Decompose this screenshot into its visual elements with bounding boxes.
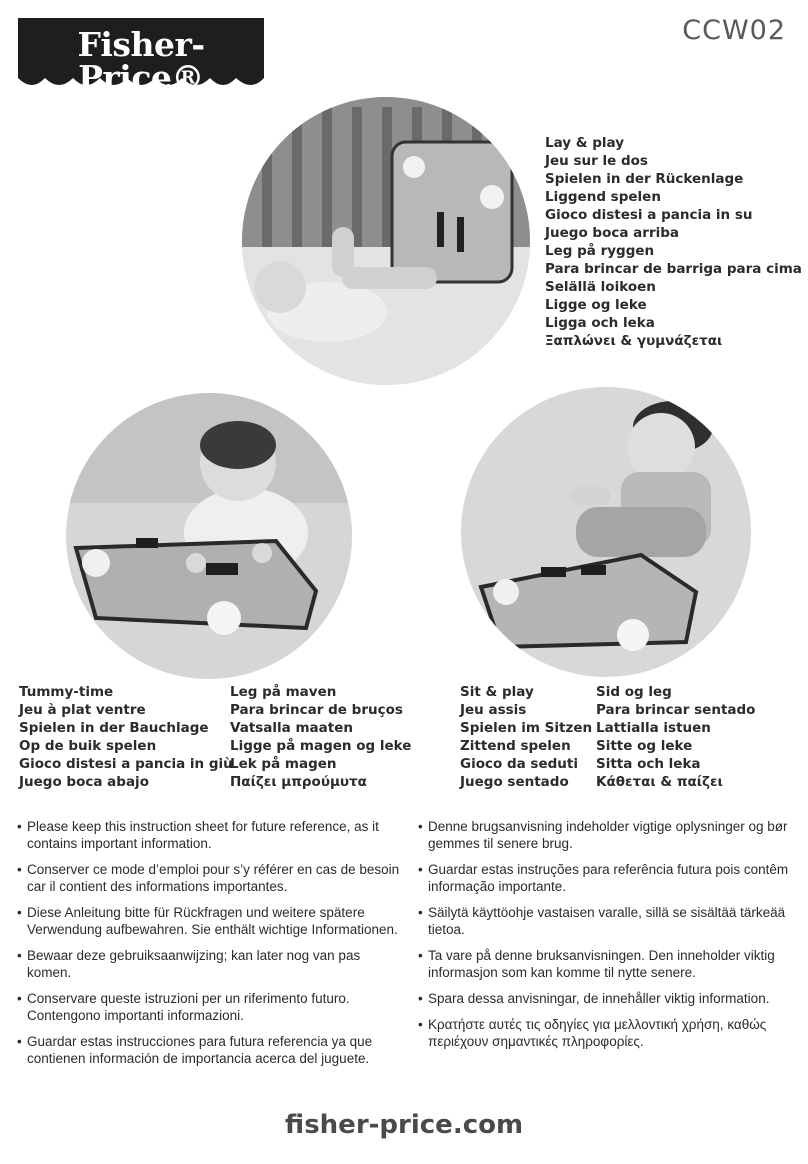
caption-line: Lay & play bbox=[545, 135, 625, 151]
caption-line: Ligge og leke bbox=[545, 297, 647, 313]
caption-line: Leg på maven bbox=[230, 684, 337, 700]
caption-line: Para brincar de bruços bbox=[230, 702, 403, 718]
caption-line: Tummy-time bbox=[19, 684, 114, 700]
caption-line: Selällä loikoen bbox=[545, 279, 656, 295]
caption-line: Vatsalla maaten bbox=[230, 720, 353, 736]
note-item bbox=[17, 861, 405, 895]
notes-right-column bbox=[418, 818, 798, 1059]
note-item bbox=[418, 818, 798, 852]
caption-sit-and-play-col1 bbox=[460, 683, 592, 791]
note-text: Guardar estas instrucciones para futura referencia ya que contienen información de importancia acerca del juguete. bbox=[27, 1034, 373, 1066]
note-item bbox=[17, 947, 405, 981]
note-text: Conservare queste istruzioni per un riferimento futuro. Contengono importanti informazioni. bbox=[27, 991, 350, 1023]
notes-left-column bbox=[17, 818, 405, 1076]
bullet: • bbox=[418, 991, 423, 1006]
note-item bbox=[418, 1016, 798, 1050]
note-text: Bewaar deze gebruiksaanwijzing; kan later nog van pas komen. bbox=[27, 948, 361, 980]
caption-line: Liggend spelen bbox=[545, 189, 661, 205]
note-text: Please keep this instruction sheet for future reference, as it contains important information. bbox=[27, 819, 379, 851]
caption-line: Jeu assis bbox=[460, 702, 527, 718]
caption-lay-and-play bbox=[545, 134, 802, 350]
caption-line: Leg på ryggen bbox=[545, 243, 655, 259]
caption-line: Zittend spelen bbox=[460, 738, 571, 754]
photo-tummy-time bbox=[66, 393, 352, 679]
logo-wordmark: Fisher-Price® bbox=[77, 25, 205, 97]
note-text: Diese Anleitung bitte für Rückfragen und weitere spätere Verwendung aufbewahren. Sie enthält wichtige Informationen. bbox=[27, 905, 398, 937]
caption-line: Ligga och leka bbox=[545, 315, 655, 331]
photo-sit-and-play bbox=[461, 387, 751, 677]
caption-line: Spielen im Sitzen bbox=[460, 720, 593, 736]
bullet: • bbox=[17, 1034, 22, 1049]
note-item bbox=[418, 904, 798, 938]
photo-lay-and-play bbox=[242, 97, 530, 385]
note-text: Guardar estas instruções para referência futura pois contêm informação importante. bbox=[428, 862, 789, 894]
bullet: • bbox=[17, 862, 22, 877]
bullet: • bbox=[418, 862, 423, 877]
caption-line: Sitte og leke bbox=[596, 738, 693, 754]
caption-line: Sitta och leka bbox=[596, 756, 701, 772]
caption-line: Jeu à plat ventre bbox=[19, 702, 146, 718]
caption-sit-and-play-col2 bbox=[596, 683, 755, 791]
caption-line: Lek på magen bbox=[230, 756, 337, 772]
caption-line: Juego boca arriba bbox=[545, 225, 680, 241]
bullet: • bbox=[418, 819, 423, 834]
bullet: • bbox=[418, 948, 423, 963]
note-item bbox=[17, 990, 405, 1024]
caption-line: Ξαπλώνει & γυμνάζεται bbox=[545, 333, 723, 349]
caption-line: Lattialla istuen bbox=[596, 720, 711, 736]
caption-line: Gioco da seduti bbox=[460, 756, 578, 772]
caption-tummy-time-col2 bbox=[230, 683, 411, 791]
note-item bbox=[418, 947, 798, 981]
bullet: • bbox=[17, 991, 22, 1006]
caption-line: Παίζει μπρούμυτα bbox=[230, 774, 367, 790]
note-item bbox=[418, 990, 798, 1007]
note-item bbox=[17, 818, 405, 852]
bullet: • bbox=[418, 1017, 423, 1032]
note-item bbox=[418, 861, 798, 895]
caption-line: Spielen in der Bauchlage bbox=[19, 720, 209, 736]
fisher-price-logo bbox=[18, 18, 264, 97]
caption-tummy-time-col1 bbox=[19, 683, 233, 791]
note-item bbox=[17, 904, 405, 938]
note-text: Ta vare på denne bruksanvisningen. Den inneholder viktig informasjon som kan komme til nytte senere. bbox=[428, 948, 775, 980]
caption-line: Juego sentado bbox=[460, 774, 569, 790]
caption-line: Sid og leg bbox=[596, 684, 672, 700]
note-item bbox=[17, 1033, 405, 1067]
caption-line: Gioco distesi a pancia in giù bbox=[19, 756, 233, 772]
note-text: Κρατήστε αυτές τις οδηγίες για μελλοντική χρήση, καθώς περιέχουν σημαντικές πληροφορίες. bbox=[428, 1017, 767, 1049]
bullet: • bbox=[17, 905, 22, 920]
caption-line: Ligge på magen og leke bbox=[230, 738, 412, 754]
caption-line: Κάθεται & παίζει bbox=[596, 774, 723, 790]
caption-line: Sit & play bbox=[460, 684, 534, 700]
model-code: CCW02 bbox=[682, 15, 786, 46]
note-text: Denne brugsanvisning indeholder vigtige oplysninger og bør gemmes til senere brug. bbox=[428, 819, 788, 851]
caption-line: Jeu sur le dos bbox=[545, 153, 648, 169]
caption-line: Para brincar sentado bbox=[596, 702, 756, 718]
note-text: Conserver ce mode d’emploi pour s’y référer en cas de besoin car il contient des informations importantes. bbox=[27, 862, 400, 894]
caption-line: Gioco distesi a pancia in su bbox=[545, 207, 753, 223]
bullet: • bbox=[17, 819, 22, 834]
caption-line: Para brincar de barriga para cima bbox=[545, 261, 802, 277]
bullet: • bbox=[17, 948, 22, 963]
website-url: fisher-price.com bbox=[284, 1110, 524, 1140]
caption-line: Spielen in der Rückenlage bbox=[545, 171, 744, 187]
note-text: Spara dessa anvisningar, de innehåller viktig information. bbox=[428, 991, 770, 1006]
bullet: • bbox=[418, 905, 423, 920]
caption-line: Juego boca abajo bbox=[19, 774, 149, 790]
note-text: Säilytä käyttöohje vastaisen varalle, sillä se sisältää tärkeää tietoa. bbox=[428, 905, 786, 937]
caption-line: Op de buik spelen bbox=[19, 738, 157, 754]
